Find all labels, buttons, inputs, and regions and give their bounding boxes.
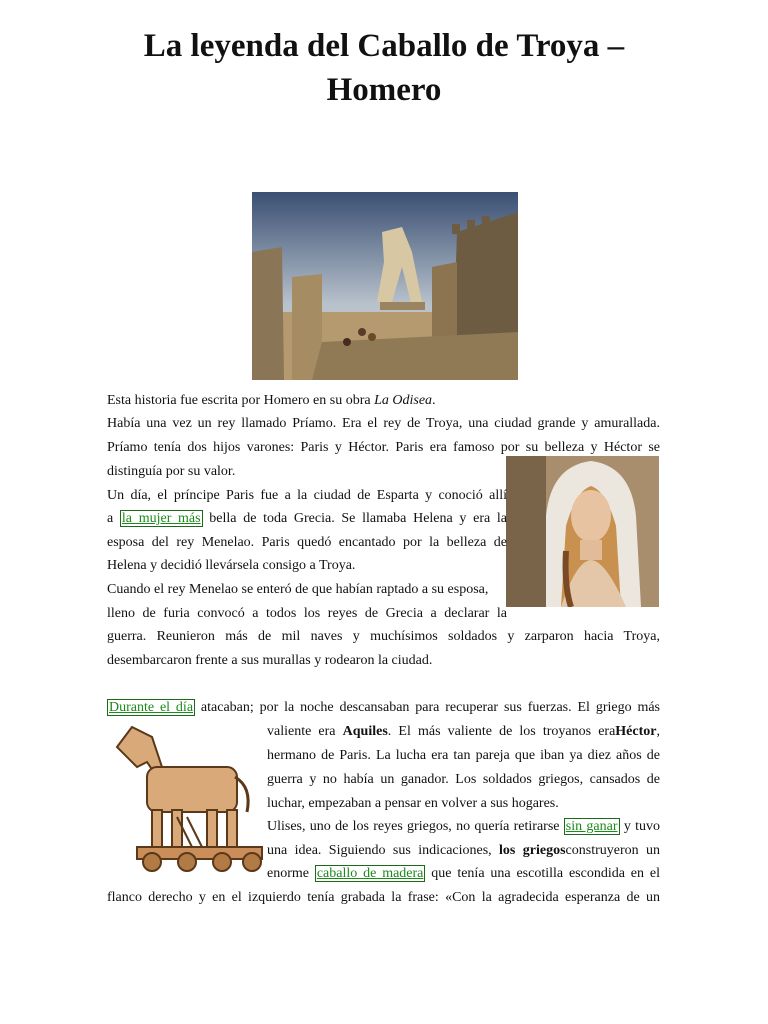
text-span: a bbox=[107, 511, 120, 526]
text-span: esposa del rey Menelao. Paris quedó encantado por la belleza de bbox=[107, 535, 507, 550]
wooden-horse-image bbox=[107, 722, 267, 877]
text-span: guerra y no había un ganador. Los soldados griegos, cansados de bbox=[267, 772, 660, 787]
text-line bbox=[107, 463, 235, 481]
text-span: . bbox=[432, 393, 436, 408]
highlighted-link[interactable]: la mujer más bbox=[121, 511, 201, 526]
text-line bbox=[267, 771, 660, 789]
text-span: Príamo tenía dos hijos varones: Paris y Héctor. Paris era famoso por su belleza y Héctor se bbox=[107, 440, 660, 455]
text-line bbox=[107, 487, 507, 505]
text-span: luchar, empezaban a pensar en volver a sus hogares. bbox=[267, 796, 559, 811]
text-span: una idea. Siguiendo sus indicaciones, bbox=[267, 843, 500, 858]
text-span: atacaban; por la noche descansaban para recuperar sus fuerzas. El griego más bbox=[195, 700, 661, 715]
text-span: Un día, el príncipe Paris fue a la ciudad de Esparta y conoció allí bbox=[107, 488, 507, 503]
text-span: valiente era bbox=[267, 724, 343, 739]
text-line bbox=[267, 865, 660, 883]
text-span: construyeron un bbox=[565, 843, 660, 858]
text-span: los griegos bbox=[499, 843, 566, 858]
title-line-2: Homero bbox=[326, 72, 442, 108]
text-span: flanco derecho y en el izquierdo tenía grabada la frase: «Con la agradecida esperanza de un bbox=[107, 890, 660, 905]
text-span: . El más valiente de los troyanos era bbox=[387, 724, 616, 739]
text-span: guerra. Reunieron más de mil naves y muchísimos soldados y zarparon hacia Troya, bbox=[107, 629, 660, 644]
text-span: La Odisea bbox=[374, 393, 433, 408]
text-line bbox=[107, 628, 660, 646]
text-line bbox=[267, 818, 660, 836]
text-line bbox=[267, 747, 660, 765]
text-span: que tenía una escotilla escondida en el bbox=[425, 866, 660, 881]
text-line bbox=[267, 723, 660, 741]
text-span: Había una vez un rey llamado Príamo. Era el rey de Troya, una ciudad grande y amurallada. bbox=[107, 416, 660, 431]
text-span: Aquiles bbox=[342, 724, 388, 739]
page-title bbox=[60, 24, 708, 112]
text-line bbox=[107, 605, 507, 623]
text-line bbox=[107, 439, 660, 457]
text-line bbox=[107, 889, 660, 907]
text-span: Héctor bbox=[615, 724, 657, 739]
text-span: y tuvo bbox=[619, 819, 661, 834]
text-span: hermano de Paris. La lucha era tan pareja que iban ya diez años de bbox=[267, 748, 660, 763]
text-span: Esta historia fue escrita por Homero en su obra bbox=[107, 393, 375, 408]
text-line bbox=[107, 510, 507, 528]
text-span: desembarcaron frente a sus murallas y rodearon la ciudad. bbox=[107, 653, 433, 668]
text-line bbox=[107, 581, 488, 599]
title-line-1: La leyenda del Caballo de Troya – bbox=[143, 28, 625, 64]
text-span: , bbox=[656, 724, 660, 739]
text-line bbox=[107, 699, 660, 717]
text-span: Ulises, uno de los reyes griegos, no quería retirarse bbox=[267, 819, 564, 834]
text-line bbox=[267, 795, 559, 813]
highlighted-link[interactable]: Durante el día bbox=[109, 700, 194, 715]
text-span: distinguía por su valor. bbox=[107, 464, 236, 479]
text-span: bella de toda Grecia. Se llamaba Helena y era la bbox=[202, 511, 507, 526]
text-span: Helena y decidió llevársela consigo a Troya. bbox=[107, 558, 356, 573]
text-line bbox=[107, 557, 355, 575]
highlighted-link[interactable]: caballo de madera bbox=[316, 866, 424, 881]
helena-portrait-image bbox=[506, 456, 659, 607]
troy-city-image bbox=[252, 192, 518, 380]
text-line bbox=[107, 415, 660, 433]
highlighted-link[interactable]: sin ganar bbox=[565, 819, 618, 834]
text-span: Cuando el rey Menelao se enteró de que habían raptado a su esposa, bbox=[107, 582, 489, 597]
text-span: enorme bbox=[267, 866, 315, 881]
text-line bbox=[107, 534, 507, 552]
text-span: lleno de furia convocó a todos los reyes de Grecia a declarar la bbox=[107, 606, 507, 621]
text-line bbox=[107, 652, 432, 670]
text-line bbox=[267, 842, 660, 860]
text-line bbox=[107, 392, 436, 410]
